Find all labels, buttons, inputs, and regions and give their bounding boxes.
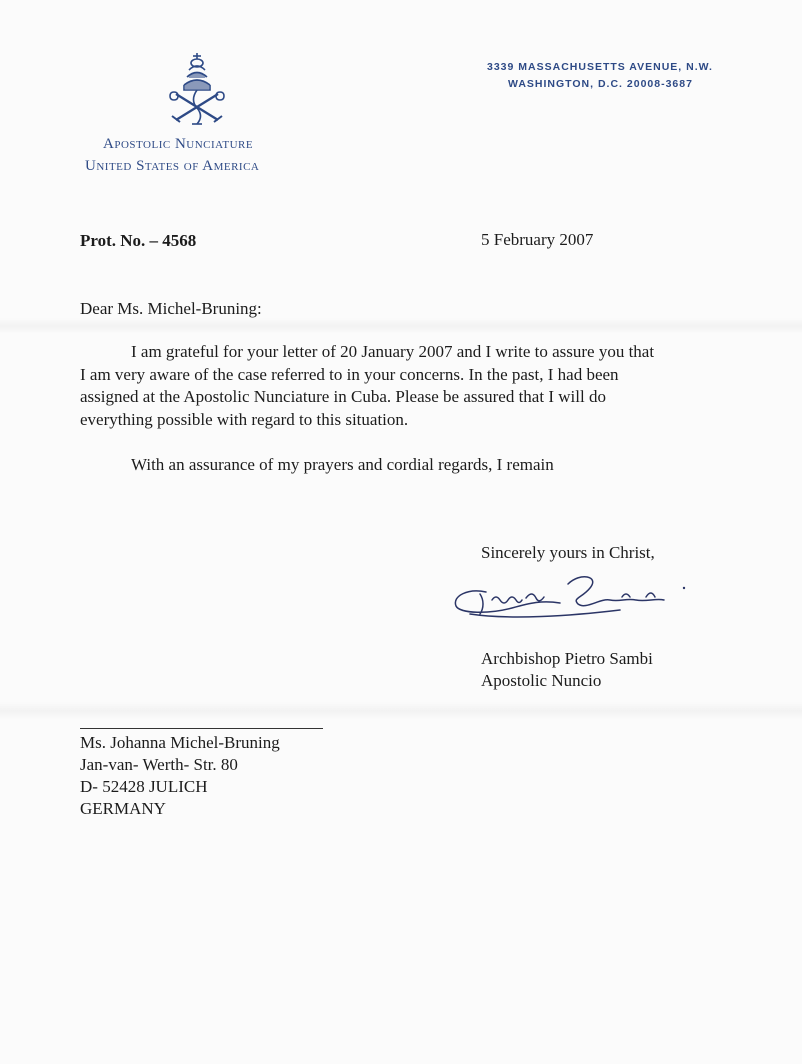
salutation: Dear Ms. Michel-Bruning:: [80, 299, 262, 318]
papal-crest-icon: [162, 50, 232, 128]
org-name-line1: Apostolic Nunciature: [103, 136, 254, 152]
scan-artifact: [0, 702, 802, 720]
complimentary-close: Sincerely yours in Christ,: [481, 543, 655, 562]
paragraph-line: everything possible with regard to this situation.: [80, 410, 409, 429]
address-divider: [80, 728, 323, 729]
org-name-line2: United States of America: [85, 158, 260, 174]
paragraph-line: I am very aware of the case referred to in your concerns. In the past, I had been: [80, 365, 619, 384]
recipient-line: Ms. Johanna Michel-Bruning: [80, 733, 280, 752]
paragraph-line: assigned at the Apostolic Nunciature in Cuba. Please be assured that I will do: [80, 387, 606, 406]
recipient-line: GERMANY: [80, 799, 166, 818]
recipient-line: Jan-van- Werth- Str. 80: [80, 755, 238, 774]
recipient-line: D- 52428 JULICH: [80, 777, 208, 796]
handwritten-signature: [450, 570, 690, 625]
closing-paragraph: With an assurance of my prayers and cordial regards, I remain: [131, 455, 554, 474]
letter-date: 5 February 2007: [481, 230, 594, 249]
signer-name: Archbishop Pietro Sambi: [481, 649, 653, 668]
address-line2: WASHINGTON, D.C. 20008-3687: [508, 78, 693, 90]
signer-title: Apostolic Nuncio: [481, 671, 602, 690]
address-line1: 3339 MASSACHUSETTS AVENUE, N.W.: [487, 61, 713, 73]
paragraph-line: I am grateful for your letter of 20 January 2007 and I write to assure you that: [131, 342, 655, 361]
protocol-number: Prot. No. – 4568: [80, 231, 197, 250]
